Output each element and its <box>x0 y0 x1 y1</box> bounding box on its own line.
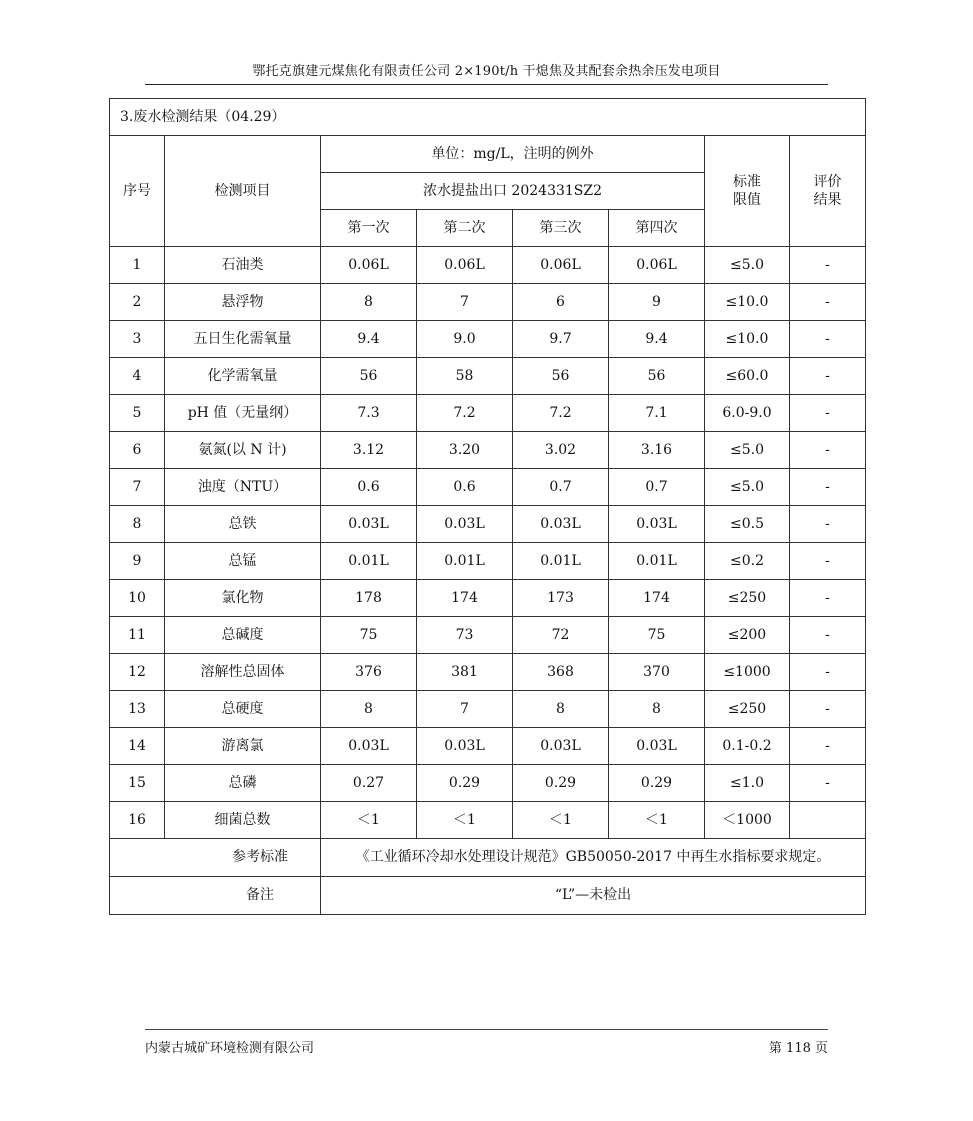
row-item: 总硬度 <box>165 691 321 728</box>
row-value-4: 0.7 <box>609 469 705 506</box>
row-limit: ≤10.0 <box>705 321 790 358</box>
row-no: 12 <box>110 654 165 691</box>
row-value-2: 174 <box>417 580 513 617</box>
header-run-4: 第四次 <box>609 210 705 247</box>
row-value-1: 3.12 <box>321 432 417 469</box>
row-value-4: 9 <box>609 284 705 321</box>
row-no: 14 <box>110 728 165 765</box>
row-value-1: 8 <box>321 691 417 728</box>
row-value-2: 3.20 <box>417 432 513 469</box>
table-row <box>110 506 866 543</box>
row-value-3: 0.7 <box>513 469 609 506</box>
row-item: 细菌总数 <box>165 802 321 839</box>
row-value-4: 0.29 <box>609 765 705 802</box>
row-limit: ≤60.0 <box>705 358 790 395</box>
row-value-4: 370 <box>609 654 705 691</box>
row-value-2: 0.03L <box>417 506 513 543</box>
row-value-3: 0.06L <box>513 247 609 284</box>
row-value-3: 173 <box>513 580 609 617</box>
row-no: 1 <box>110 247 165 284</box>
table-row <box>110 321 866 358</box>
row-value-1: 75 <box>321 617 417 654</box>
row-value-1: 0.06L <box>321 247 417 284</box>
header-run-3: 第三次 <box>513 210 609 247</box>
row-value-1: 7.3 <box>321 395 417 432</box>
row-no: 9 <box>110 543 165 580</box>
table-row <box>110 765 866 802</box>
row-value-3: 6 <box>513 284 609 321</box>
row-value-2: 0.29 <box>417 765 513 802</box>
row-value-4: 8 <box>609 691 705 728</box>
row-value-1: 0.6 <box>321 469 417 506</box>
table-row <box>110 284 866 321</box>
header-unit-note: 单位：mg/L，注明的例外 <box>321 136 705 173</box>
page-header-title: 鄂托克旗建元煤焦化有限责任公司 2×190t/h 干熄焦及其配套余热余压发电项目 <box>252 64 721 79</box>
table-row <box>110 580 866 617</box>
row-value-2: 0.03L <box>417 728 513 765</box>
header-location: 浓水提盐出口 2024331SZ2 <box>321 173 705 210</box>
row-value-1: 8 <box>321 284 417 321</box>
row-item: 总铁 <box>165 506 321 543</box>
row-limit: ＜1000 <box>705 802 790 839</box>
row-value-2: 73 <box>417 617 513 654</box>
row-value-3: 0.03L <box>513 506 609 543</box>
table-row <box>110 247 866 284</box>
row-value-1: 376 <box>321 654 417 691</box>
row-value-2: 7.2 <box>417 395 513 432</box>
row-limit: ≤5.0 <box>705 469 790 506</box>
row-value-3: 7.2 <box>513 395 609 432</box>
row-eval: - <box>790 654 866 691</box>
row-eval: - <box>790 395 866 432</box>
row-eval: - <box>790 691 866 728</box>
row-value-4: 9.4 <box>609 321 705 358</box>
row-eval <box>790 802 866 839</box>
table-row <box>110 654 866 691</box>
section-title: 3.废水检测结果（04.29） <box>110 99 866 136</box>
row-value-3: 0.01L <box>513 543 609 580</box>
row-limit: ≤1.0 <box>705 765 790 802</box>
row-value-1: 178 <box>321 580 417 617</box>
row-value-3: 56 <box>513 358 609 395</box>
header-run-1: 第一次 <box>321 210 417 247</box>
row-no: 5 <box>110 395 165 432</box>
row-eval: - <box>790 469 866 506</box>
table-row <box>110 691 866 728</box>
row-item: 氯化物 <box>165 580 321 617</box>
row-value-3: 9.7 <box>513 321 609 358</box>
row-value-1: 56 <box>321 358 417 395</box>
wastewater-results-table <box>109 98 866 915</box>
row-limit: ≤5.0 <box>705 432 790 469</box>
row-value-3: 368 <box>513 654 609 691</box>
footer-divider <box>145 1029 828 1030</box>
row-value-2: 9.0 <box>417 321 513 358</box>
header-seq: 序号 <box>110 136 165 247</box>
row-no: 10 <box>110 580 165 617</box>
table-row <box>110 432 866 469</box>
row-value-4: 75 <box>609 617 705 654</box>
row-item: 溶解性总固体 <box>165 654 321 691</box>
row-value-4: 0.06L <box>609 247 705 284</box>
row-limit: ≤5.0 <box>705 247 790 284</box>
row-limit: 6.0-9.0 <box>705 395 790 432</box>
row-no: 7 <box>110 469 165 506</box>
footer-page-number: 第 118 页 <box>768 1041 828 1056</box>
row-value-2: 7 <box>417 691 513 728</box>
row-value-1: 9.4 <box>321 321 417 358</box>
row-value-2: 7 <box>417 284 513 321</box>
note-row <box>110 877 866 915</box>
row-no: 3 <box>110 321 165 358</box>
row-no: 6 <box>110 432 165 469</box>
row-value-4: 3.16 <box>609 432 705 469</box>
row-value-4: 0.01L <box>609 543 705 580</box>
row-eval: - <box>790 358 866 395</box>
row-value-3: ＜1 <box>513 802 609 839</box>
row-value-4: ＜1 <box>609 802 705 839</box>
row-eval: - <box>790 432 866 469</box>
row-value-1: 0.27 <box>321 765 417 802</box>
row-value-2: 0.06L <box>417 247 513 284</box>
row-value-2: 0.01L <box>417 543 513 580</box>
footer-company: 内蒙古城矿环境检测有限公司 <box>145 1041 315 1056</box>
row-limit: 0.1-0.2 <box>705 728 790 765</box>
row-eval: - <box>790 321 866 358</box>
table-row <box>110 617 866 654</box>
row-value-3: 0.03L <box>513 728 609 765</box>
row-no: 4 <box>110 358 165 395</box>
row-limit: ≤250 <box>705 691 790 728</box>
table-row <box>110 728 866 765</box>
row-value-4: 0.03L <box>609 506 705 543</box>
row-item: 总碱度 <box>165 617 321 654</box>
row-eval: - <box>790 247 866 284</box>
note-text: “L”—未检出 <box>321 877 866 915</box>
row-value-4: 7.1 <box>609 395 705 432</box>
row-limit: ≤0.5 <box>705 506 790 543</box>
row-eval: - <box>790 506 866 543</box>
row-value-3: 8 <box>513 691 609 728</box>
row-value-1: ＜1 <box>321 802 417 839</box>
row-value-1: 0.01L <box>321 543 417 580</box>
row-no: 11 <box>110 617 165 654</box>
row-no: 13 <box>110 691 165 728</box>
row-no: 15 <box>110 765 165 802</box>
row-item: 石油类 <box>165 247 321 284</box>
reference-label: 参考标准 <box>110 839 321 877</box>
reference-text: 《工业循环冷却水处理设计规范》GB50050-2017 中再生水指标要求规定。 <box>321 839 866 877</box>
row-item: pH 值（无量纲） <box>165 395 321 432</box>
row-item: 五日生化需氧量 <box>165 321 321 358</box>
row-value-4: 0.03L <box>609 728 705 765</box>
row-eval: - <box>790 728 866 765</box>
row-eval: - <box>790 284 866 321</box>
row-item: 总锰 <box>165 543 321 580</box>
table-row <box>110 469 866 506</box>
row-value-2: 381 <box>417 654 513 691</box>
row-value-2: 58 <box>417 358 513 395</box>
row-value-3: 0.29 <box>513 765 609 802</box>
row-limit: ≤200 <box>705 617 790 654</box>
header-limit: 标准 限值 <box>705 136 790 247</box>
row-value-3: 72 <box>513 617 609 654</box>
header-divider <box>145 84 828 85</box>
row-limit: ≤10.0 <box>705 284 790 321</box>
row-item: 化学需氧量 <box>165 358 321 395</box>
header-item: 检测项目 <box>165 136 321 247</box>
row-eval: - <box>790 617 866 654</box>
row-item: 浊度（NTU） <box>165 469 321 506</box>
row-limit: ≤1000 <box>705 654 790 691</box>
row-value-3: 3.02 <box>513 432 609 469</box>
table-row <box>110 358 866 395</box>
header-run-2: 第二次 <box>417 210 513 247</box>
reference-row <box>110 839 866 877</box>
row-limit: ≤250 <box>705 580 790 617</box>
row-no: 8 <box>110 506 165 543</box>
row-value-1: 0.03L <box>321 506 417 543</box>
table-row <box>110 395 866 432</box>
row-value-2: 0.6 <box>417 469 513 506</box>
row-item: 氨氮(以 N 计) <box>165 432 321 469</box>
row-eval: - <box>790 580 866 617</box>
table-row <box>110 543 866 580</box>
note-label: 备注 <box>110 877 321 915</box>
row-value-1: 0.03L <box>321 728 417 765</box>
row-no: 2 <box>110 284 165 321</box>
row-value-4: 56 <box>609 358 705 395</box>
row-item: 悬浮物 <box>165 284 321 321</box>
row-item: 总磷 <box>165 765 321 802</box>
row-item: 游离氯 <box>165 728 321 765</box>
row-value-2: ＜1 <box>417 802 513 839</box>
row-no: 16 <box>110 802 165 839</box>
header-eval: 评价 结果 <box>790 136 866 247</box>
row-value-4: 174 <box>609 580 705 617</box>
table-row <box>110 802 866 839</box>
row-eval: - <box>790 765 866 802</box>
row-eval: - <box>790 543 866 580</box>
row-limit: ≤0.2 <box>705 543 790 580</box>
